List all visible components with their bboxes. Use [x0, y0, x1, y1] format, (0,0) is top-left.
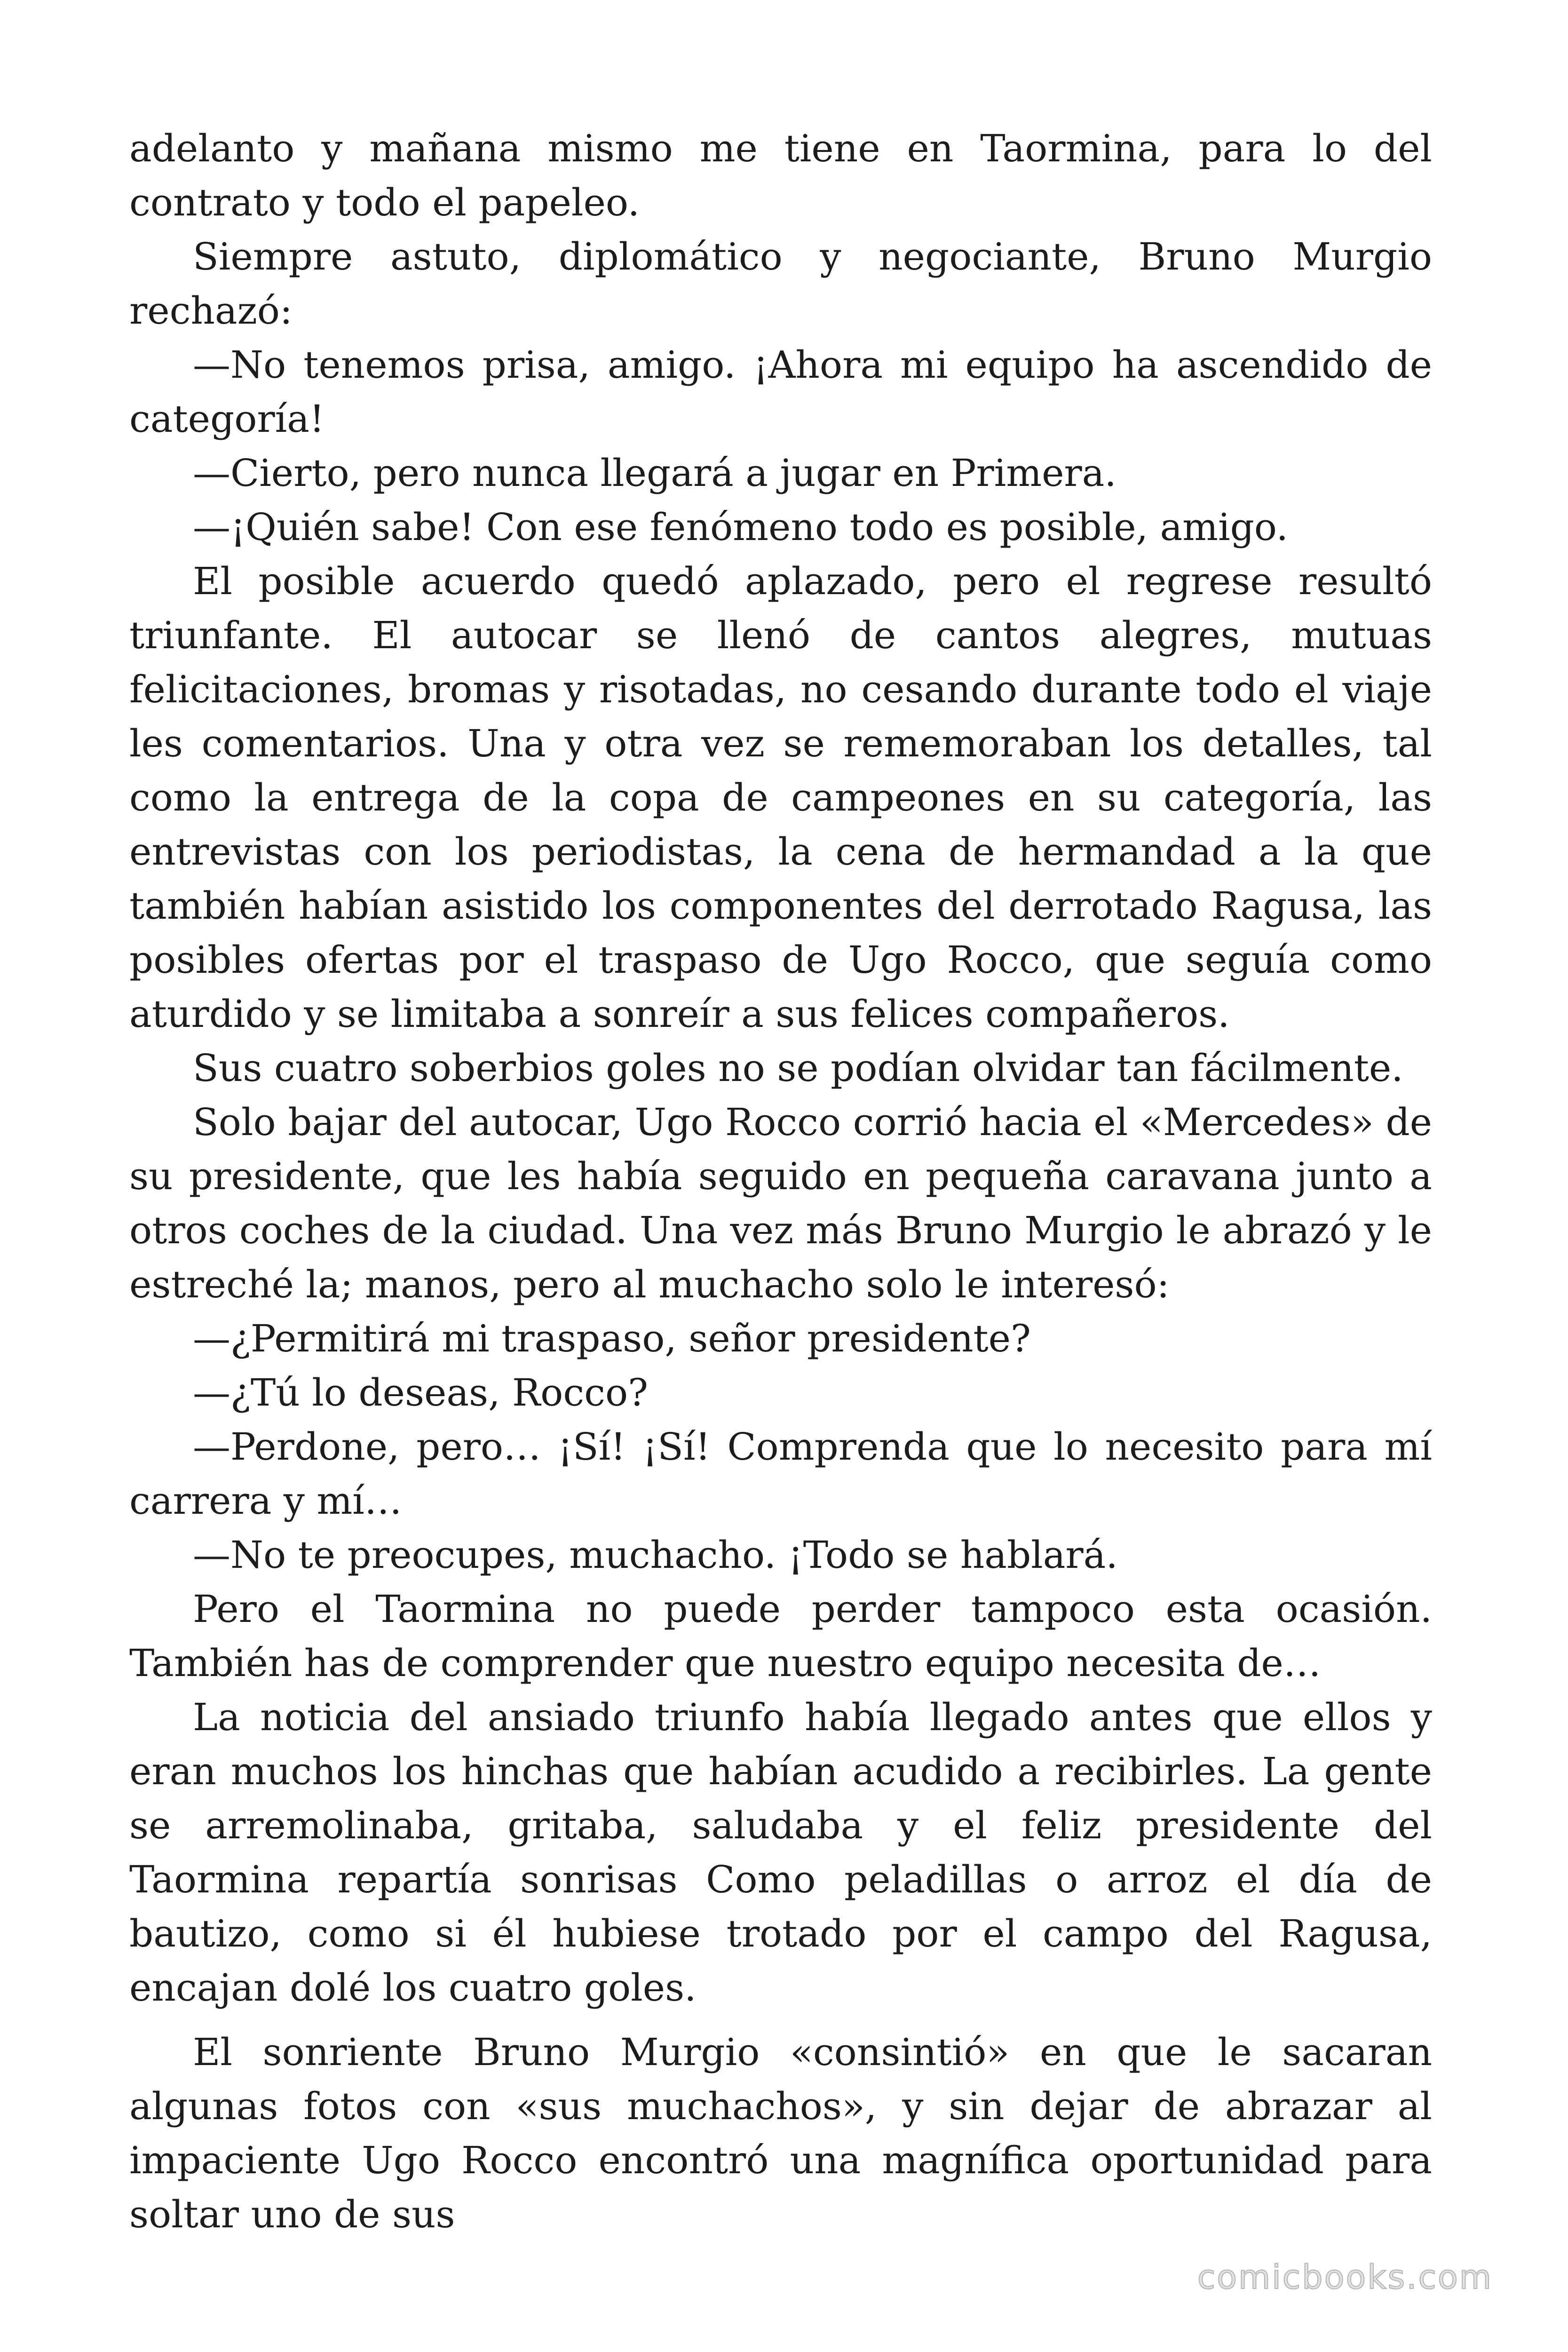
paragraph: El posible acuerdo quedó aplazado, pero el regrese resultó triunfante. El autocar se llenó de cantos alegres, mutuas felicitaciones, bromas y risotadas, no cesando durante todo el viaje les comentarios. Una y otra vez se rememoraban los detalles, tal como la entrega de la copa de campeones en su categoría, las entrevistas con los periodistas, la cena de hermandad a la que también habían asistido los componentes del derrotado Ragusa, las posibles ofertas por el traspaso de Ugo Rocco, que seguía como aturdido y se limitaba a sonreír a sus felices compañeros. — [129, 559, 1432, 1036]
site-watermark: comicbooks.com — [1197, 2258, 1493, 2296]
paragraph: Pero el Taormina no puede perder tampoco esta ocasión. También has de comprender que nuestro equipo necesita de… — [129, 1587, 1432, 1685]
paragraph: Solo bajar del autocar, Ugo Rocco corrió hacia el «Mercedes» de su presidente, que les había seguido en pequeña caravana junto a otros coches de la ciudad. Una vez más Bruno Murgio le abrazó y le estreché la; manos, pero al muchacho solo le interesó: — [129, 1100, 1432, 1306]
paragraph-continuation: adelanto y mañana mismo me tiene en Taormina, para lo del contrato y todo el papeleo. — [129, 127, 1432, 224]
dialogue-line: —Cierto, pero nunca llegará a jugar en Primera. — [193, 451, 1117, 495]
dialogue-line: —¡Quién sabe! Con ese fenómeno todo es posible, amigo. — [193, 505, 1288, 549]
book-page-text — [129, 121, 1432, 2241]
dialogue-line: —No tenemos prisa, amigo. ¡Ahora mi equipo ha ascendido de categoría! — [129, 343, 1432, 441]
paragraph: El sonriente Bruno Murgio «consintió» en que le sacaran algunas fotos con «sus muchachos», y sin dejar de abrazar al impaciente Ugo Rocco encontró una magnífica oportunidad para soltar uno de sus — [129, 2030, 1432, 2236]
dialogue-line: —No te preocupes, muchacho. ¡Todo se hablará. — [193, 1533, 1118, 1577]
paragraph: La noticia del ansiado triunfo había llegado antes que ellos y eran muchos los hinchas que habían acudido a recibirles. La gente se arremolinaba, gritaba, saludaba y el feliz presidente del Taormina repartía sonrisas Como peladillas o arroz el día de bautizo, como si él hubiese trotado por el campo del Ragusa, encajan dolé los cuatro goles. — [129, 1695, 1432, 2010]
dialogue-line: —¿Permitirá mi traspaso, señor presidente? — [193, 1317, 1031, 1360]
paragraph: Sus cuatro soberbios goles no se podían olvidar tan fácilmente. — [193, 1046, 1403, 1090]
paragraph: Siempre astuto, diplomático y negociante, Bruno Murgio rechazó: — [129, 235, 1432, 333]
dialogue-line: —Perdone, pero… ¡Sí! ¡Sí! Comprenda que lo necesito para mí carrera y mí… — [129, 1425, 1432, 1523]
dialogue-line: —¿Tú lo deseas, Rocco? — [193, 1371, 649, 1414]
